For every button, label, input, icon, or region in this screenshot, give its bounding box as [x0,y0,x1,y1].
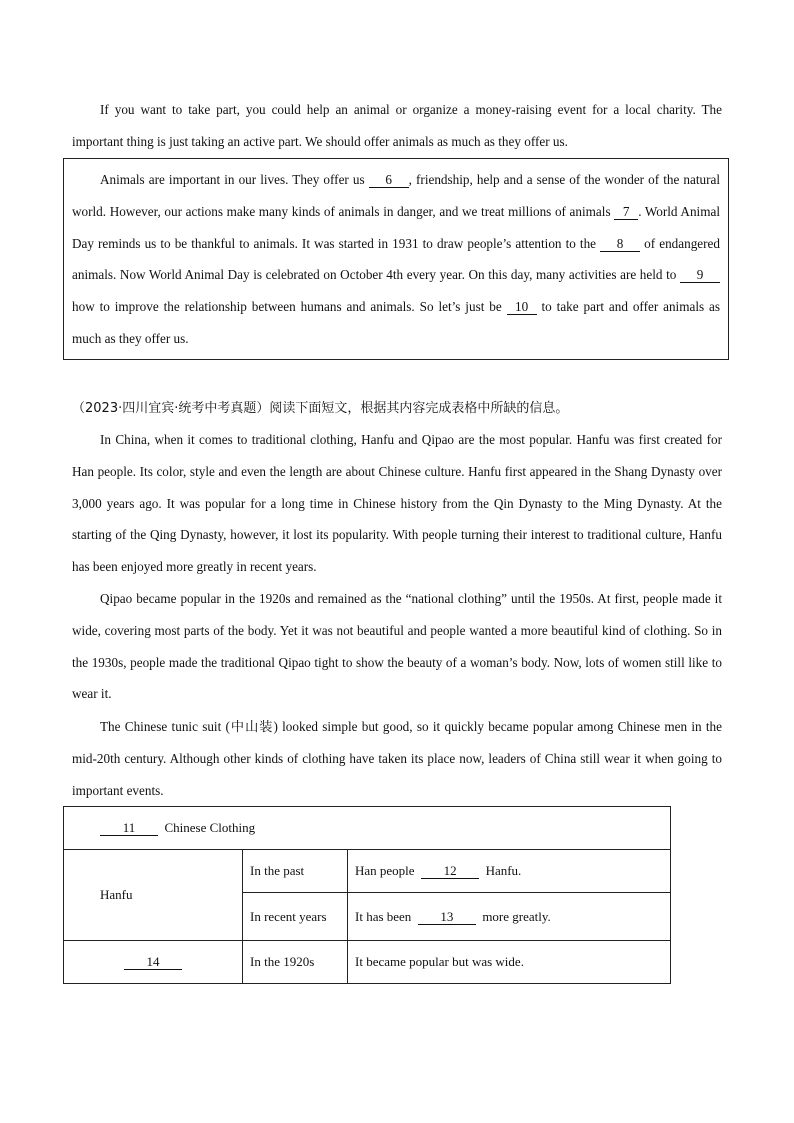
passage-paragraph-1: In China, when it comes to traditional clothing, Hanfu and Qipao are the most popular. Hanfu was first created for Han people. Its color, style and even the length are about Chinese culture. Hanfu first appeared in the Shang Dynasty over 3,000 years ago. It was popular for a long time in Chinese history from the Qin Dynasty to the Ming Dynasty. At the starting of the Qing Dynasty, however, it lost its popularity. With people turning their interest to traditional culture, Hanfu has been enjoyed more greatly in recent years. [72,432,722,575]
table-row [64,850,671,893]
time-cell: In the past [243,850,348,893]
question-source-line: （2023·四川宜宾·统考中考真题）阅读下面短文，根据其内容完成表格中所缺的信息。 [72,401,569,416]
time-cell: In the 1920s [243,941,348,984]
intro-text: If you want to take part, you could help an animal or organize a money-raising event for a local charity. The important thing is just taking an active part. We should offer animals as much as they offer us. [72,102,722,149]
table-row [64,941,671,984]
qipao-blank-cell [64,941,243,984]
blank-10[interactable]: 10 [507,299,537,315]
blank-8[interactable]: 8 [600,236,640,252]
summary-box [63,158,729,360]
time-cell: In recent years [243,893,348,941]
blank-9[interactable]: 9 [680,267,720,283]
intro-paragraph [72,94,722,158]
hanfu-label-cell: Hanfu [64,850,243,941]
blank-11[interactable]: 11 [100,820,158,836]
blank-6[interactable]: 6 [369,172,409,188]
blank-12[interactable]: 12 [421,863,479,879]
passage-paragraph-3: The Chinese tunic suit (中山装) looked simple but good, so it quickly became popular among Chinese men in the mid-20th century. Although other kinds of clothing have taken its place now, leaders of China still wear it when going to important events. [72,719,722,798]
description-cell: It has been 13 more greatly. [348,893,671,941]
table-header-text: Chinese Clothing [164,820,256,835]
description-cell: Han people 12 Hanfu. [348,850,671,893]
blank-13[interactable]: 13 [418,909,476,925]
description-cell: It became popular but was wide. [348,941,671,984]
blank-14[interactable]: 14 [124,954,182,970]
table-header-row [64,807,671,850]
passage-paragraph-2: Qipao became popular in the 1920s and remained as the “national clothing” until the 1950s. At first, people made it wide, covering most parts of the body. Yet it was not beautiful and people wanted a more beautiful kind of clothing. So in the 1930s, people made the traditional Qipao tight to show the beauty of a woman’s body. Now, lots of women still like to wear it. [72,591,722,702]
summary-paragraph: Animals are important in our lives. They offer us 6 , friendship, help and a sense of the wonder of the natural world. However, our actions make many kinds of animals in danger, and we treat millions of animals 7 . World Animal Day reminds us to be thankful to animals. It was started in 1931 to draw people’s attention to the 8 of endangered animals. Now World Animal Day is celebrated on October 4th every year. On this day, many activities are held to 9 how to improve the relationship between humans and animals. So let’s just be 10 to take part and offer animals as much as they offer us. [72,172,721,346]
table-header-cell [64,807,671,850]
clothing-info-table [63,806,671,984]
blank-7[interactable]: 7 [614,204,638,220]
